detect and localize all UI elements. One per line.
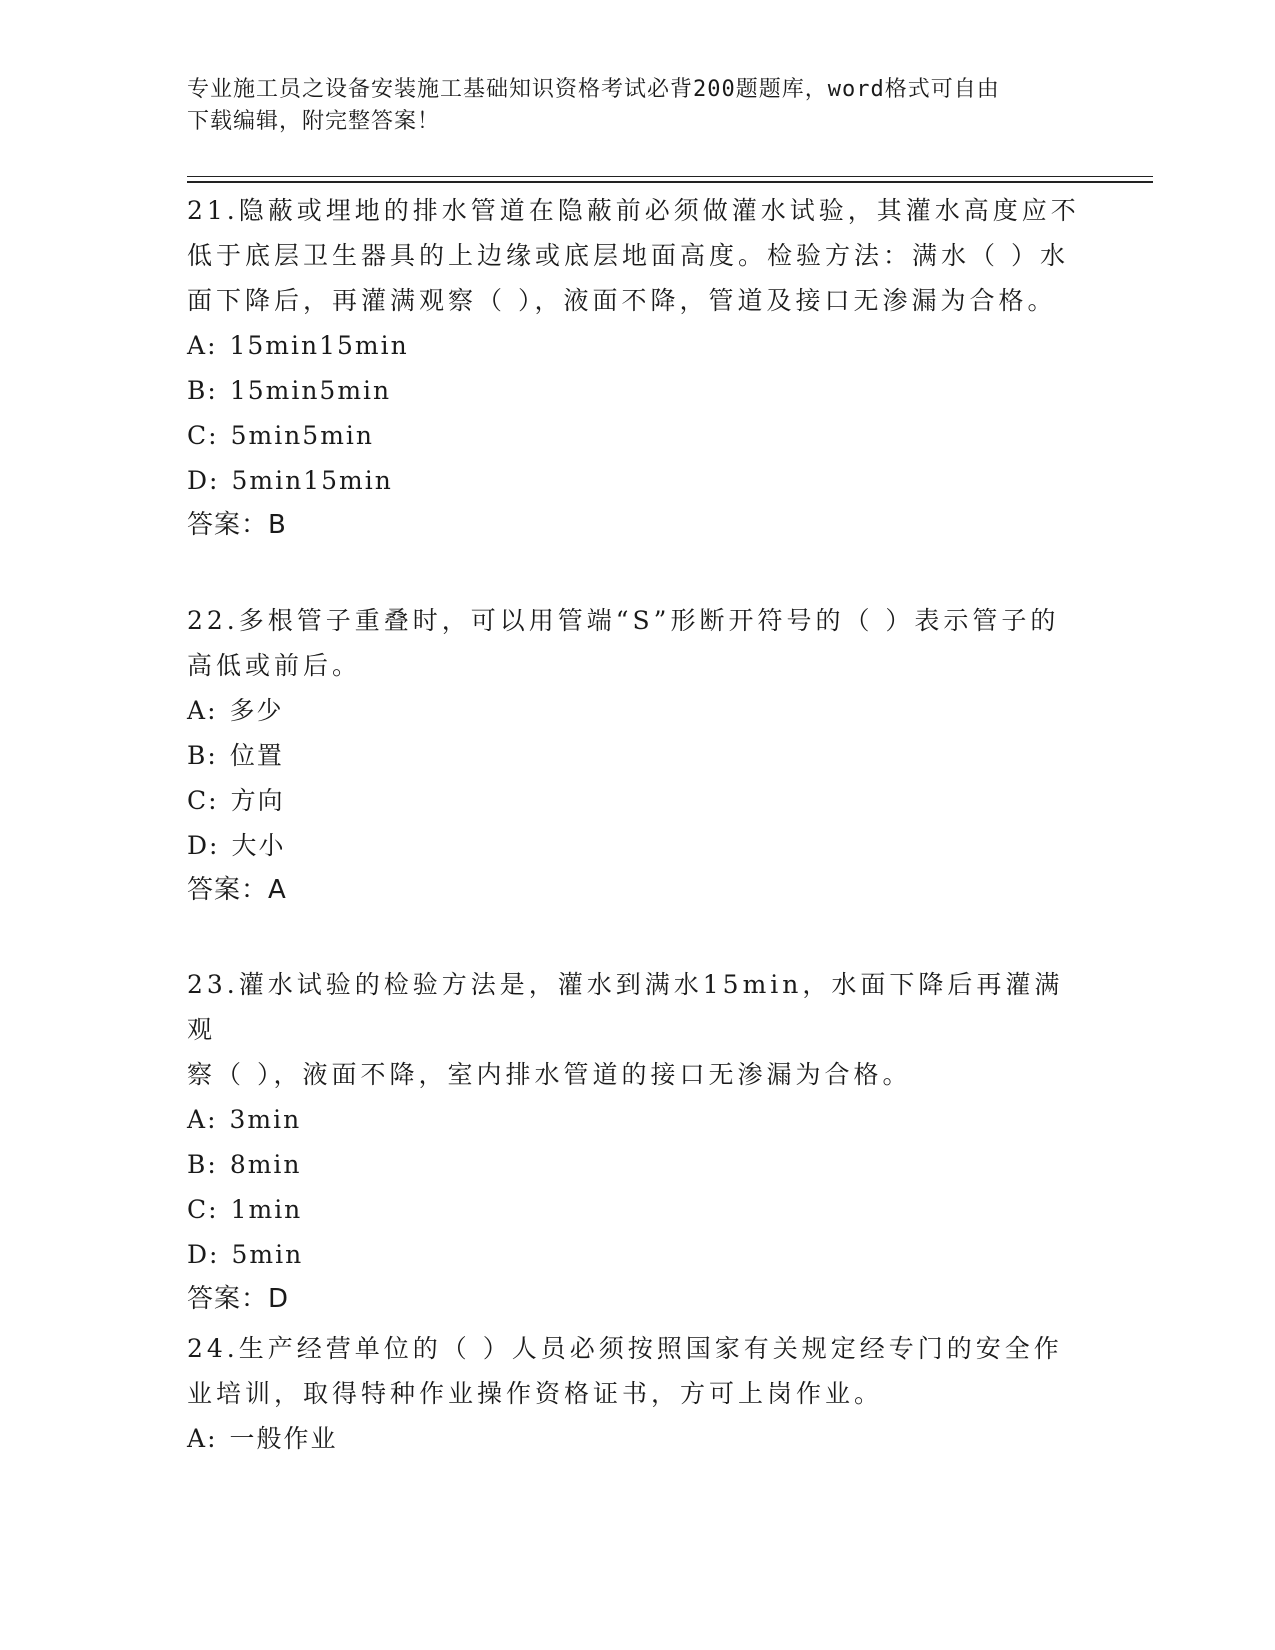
header-rule-thin (187, 176, 1153, 177)
option-text: 方向 (230, 786, 285, 815)
question-text-line: 高低或前后。 (187, 651, 362, 680)
option-separator: : (207, 1150, 218, 1179)
option-separator: : (209, 466, 220, 495)
option-letter: C (187, 786, 209, 815)
option-text: 1min (230, 1195, 303, 1224)
option-separator: : (207, 376, 218, 405)
option-text: 15min5min (229, 376, 392, 405)
option-text: 15min15min (229, 331, 409, 360)
option-letter: A (187, 1105, 208, 1134)
question-text-line: 业培训，取得特种作业操作资格证书，方可上岗作业。 (187, 1379, 884, 1408)
header-rule-thick (187, 181, 1153, 183)
option-text: 5min5min (230, 421, 374, 450)
option-text: 5min (231, 1240, 304, 1269)
option-b (187, 368, 1087, 413)
option-b (187, 1142, 1087, 1187)
option-text: 位置 (229, 741, 284, 770)
option-separator: : (208, 1195, 219, 1224)
document-header (187, 74, 1067, 138)
option-text: 3min (229, 1105, 302, 1134)
question-text-line: 21.隐蔽或埋地的排水管道在隐蔽前必须做灌水试验，其灌水高度应不 (187, 196, 1080, 225)
option-letter: D (187, 466, 210, 495)
question-text-line: 22.多根管子重叠时，可以用管端“S”形断开符号的（ ）表示管子的 (187, 606, 1060, 635)
option-c (187, 1187, 1087, 1232)
answer-text: 答案：B (187, 510, 287, 540)
option-letter: A (187, 1424, 208, 1453)
option-text: 8min (229, 1150, 302, 1179)
option-a (187, 688, 1087, 733)
question-text-line: 24.生产经营单位的（ ）人员必须按照国家有关规定经专门的安全作 (187, 1334, 1063, 1363)
option-b (187, 733, 1087, 778)
option-text: 5min15min (231, 466, 393, 495)
answer-text: 答案：A (187, 875, 287, 905)
answer-text: 答案：D (187, 1284, 290, 1314)
option-letter: D (187, 1240, 210, 1269)
option-separator: : (207, 741, 218, 770)
option-letter: A (187, 696, 208, 725)
option-separator: : (208, 421, 219, 450)
header-line-1: 专业施工员之设备安装施工基础知识资格考试必背200题题库，word格式可自由 (187, 77, 1000, 102)
question-21 (187, 188, 1087, 548)
option-c (187, 778, 1087, 823)
option-separator: : (209, 831, 220, 860)
option-text: 大小 (231, 831, 286, 860)
question-text-line: 低于底层卫生器具的上边缘或底层地面高度。检验方法：满水（ ）水 (187, 241, 1069, 270)
option-separator: : (209, 1240, 220, 1269)
option-letter: D (187, 831, 210, 860)
question-23 (187, 962, 1087, 1322)
question-24 (187, 1326, 1087, 1461)
option-d (187, 823, 1087, 868)
option-a (187, 1416, 1087, 1461)
option-d (187, 458, 1087, 503)
question-text-line: 察（ ），液面不降，室内排水管道的接口无渗漏为合格。 (187, 1060, 912, 1089)
option-separator: : (207, 1105, 218, 1134)
option-text: 多少 (229, 696, 284, 725)
header-line-2: 下载编辑，附完整答案！ (187, 109, 441, 134)
option-letter: B (187, 376, 208, 405)
option-letter: C (187, 1195, 209, 1224)
option-letter: B (187, 1150, 208, 1179)
option-separator: : (207, 331, 218, 360)
option-letter: C (187, 421, 209, 450)
question-text-line: 23.灌水试验的检验方法是，灌水到满水15min，水面下降后再灌满观 (187, 970, 1064, 1044)
option-separator: : (208, 786, 219, 815)
option-c (187, 413, 1087, 458)
option-separator: : (207, 696, 218, 725)
option-letter: B (187, 741, 208, 770)
option-d (187, 1232, 1087, 1277)
option-separator: : (207, 1424, 218, 1453)
question-text-line: 面下降后，再灌满观察（ ），液面不降，管道及接口无渗漏为合格。 (187, 286, 1057, 315)
question-22 (187, 598, 1087, 913)
option-text: 一般作业 (229, 1424, 338, 1453)
option-a (187, 323, 1087, 368)
option-letter: A (187, 331, 208, 360)
option-a (187, 1097, 1087, 1142)
